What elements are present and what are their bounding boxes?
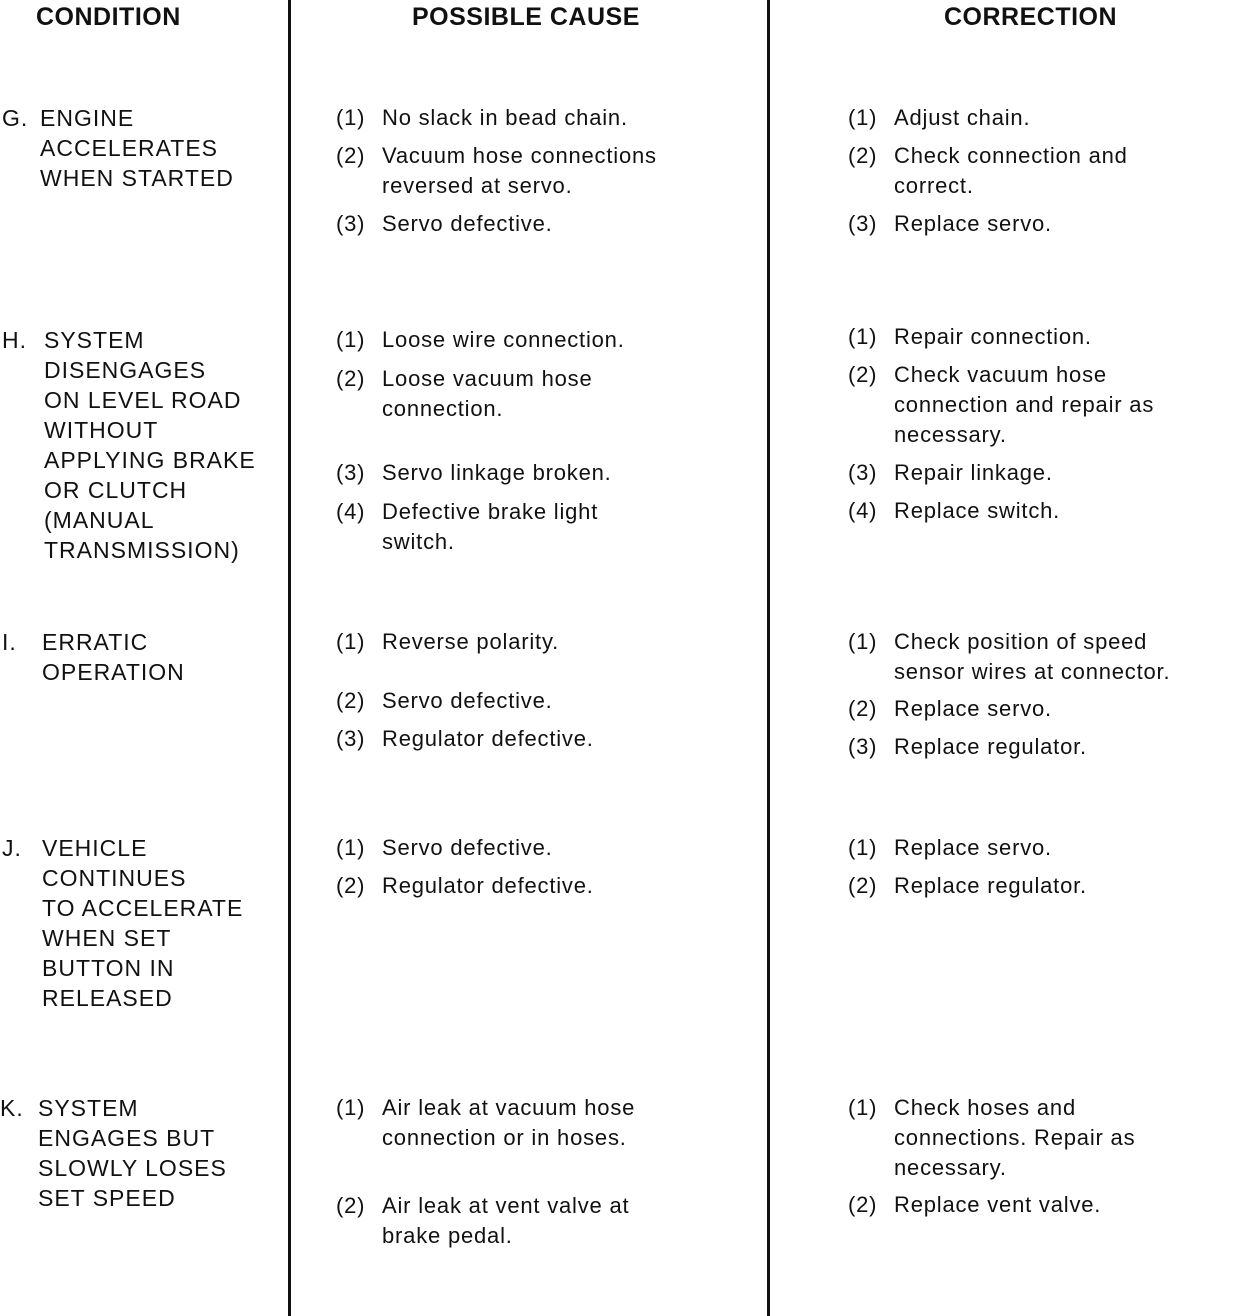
item-text: Check hoses and connections. Repair as necessary. xyxy=(894,1095,1136,1180)
item-number: (3) xyxy=(336,460,366,485)
item-text: Check position of speed sensor wires at connector. xyxy=(894,629,1171,684)
header-correction: CORRECTION xyxy=(944,3,1118,31)
item-number: (2) xyxy=(848,1192,878,1217)
item-number: (2) xyxy=(336,143,366,168)
item-number: (1) xyxy=(336,1095,366,1120)
item-text: Air leak at vacuum hose connection or in hoses. xyxy=(382,1095,636,1150)
item-number: (1) xyxy=(336,835,366,860)
condition-text: ERRATIC OPERATION xyxy=(42,629,185,685)
item-number: (1) xyxy=(336,629,366,654)
item-number: (3) xyxy=(848,460,878,485)
condition-letter: I. xyxy=(2,629,17,655)
item-number: (2) xyxy=(336,1193,366,1218)
item-text: No slack in bead chain. xyxy=(382,105,628,130)
item-text: Replace regulator. xyxy=(894,873,1087,898)
item-text: Vacuum hose connections reversed at servo. xyxy=(382,143,657,198)
condition-letter: G. xyxy=(2,105,29,131)
condition-text: SYSTEM DISENGAGES ON LEVEL ROAD WITHOUT APPLYING BRAKE OR CLUTCH (MANUAL TRANSMISSION) xyxy=(44,327,256,563)
item-number: (1) xyxy=(848,1095,878,1120)
item-number: (2) xyxy=(848,143,878,168)
item-number: (2) xyxy=(848,873,878,898)
item-text: Repair linkage. xyxy=(894,460,1053,485)
item-number: (4) xyxy=(336,499,366,524)
item-number: (1) xyxy=(848,105,878,130)
item-text: Check vacuum hose connection and repair as necessary. xyxy=(894,362,1155,447)
item-text: Defective brake light switch. xyxy=(382,499,599,554)
item-text: Regulator defective. xyxy=(382,873,594,898)
item-number: (3) xyxy=(336,211,366,236)
condition-text: SYSTEM ENGAGES BUT SLOWLY LOSES SET SPEED xyxy=(38,1095,227,1211)
item-text: Replace servo. xyxy=(894,835,1052,860)
item-number: (1) xyxy=(848,835,878,860)
condition-letter: H. xyxy=(2,327,27,353)
item-text: Repair connection. xyxy=(894,324,1092,349)
column-divider-right xyxy=(767,0,770,1316)
header-condition: CONDITION xyxy=(36,3,181,31)
item-number: (1) xyxy=(848,629,878,654)
item-number: (1) xyxy=(336,105,366,130)
item-number: (3) xyxy=(848,211,878,236)
item-text: Replace switch. xyxy=(894,498,1061,523)
item-text: Air leak at vent valve at brake pedal. xyxy=(382,1193,630,1248)
item-number: (2) xyxy=(336,873,366,898)
item-number: (2) xyxy=(336,688,366,713)
item-number: (1) xyxy=(848,324,878,349)
item-text: Replace servo. xyxy=(894,211,1052,236)
condition-letter: J. xyxy=(2,835,22,861)
item-number: (1) xyxy=(336,327,366,352)
item-number: (2) xyxy=(848,696,878,721)
item-text: Replace regulator. xyxy=(894,734,1087,759)
condition-text: VEHICLE CONTINUES TO ACCELERATE WHEN SET BUTTON IN RELEASED xyxy=(42,835,244,1011)
item-text: Servo defective. xyxy=(382,835,553,860)
item-text: Adjust chain. xyxy=(894,105,1031,130)
item-text: Replace vent valve. xyxy=(894,1192,1102,1217)
item-text: Check connection and correct. xyxy=(894,143,1128,198)
item-text: Regulator defective. xyxy=(382,726,594,751)
item-text: Loose vacuum hose connection. xyxy=(382,366,593,421)
item-text: Servo linkage broken. xyxy=(382,460,612,485)
item-number: (3) xyxy=(336,726,366,751)
item-number: (3) xyxy=(848,734,878,759)
item-text: Loose wire connection. xyxy=(382,327,625,352)
header-possible-cause: POSSIBLE CAUSE xyxy=(412,3,640,31)
condition-letter: K. xyxy=(0,1095,24,1121)
item-number: (2) xyxy=(848,362,878,387)
item-text: Servo defective. xyxy=(382,211,553,236)
item-number: (2) xyxy=(336,366,366,391)
item-text: Servo defective. xyxy=(382,688,553,713)
item-text: Reverse polarity. xyxy=(382,629,560,654)
condition-text: ENGINE ACCELERATES WHEN STARTED xyxy=(40,105,234,191)
item-number: (4) xyxy=(848,498,878,523)
column-divider-left xyxy=(288,0,291,1316)
item-text: Replace servo. xyxy=(894,696,1052,721)
